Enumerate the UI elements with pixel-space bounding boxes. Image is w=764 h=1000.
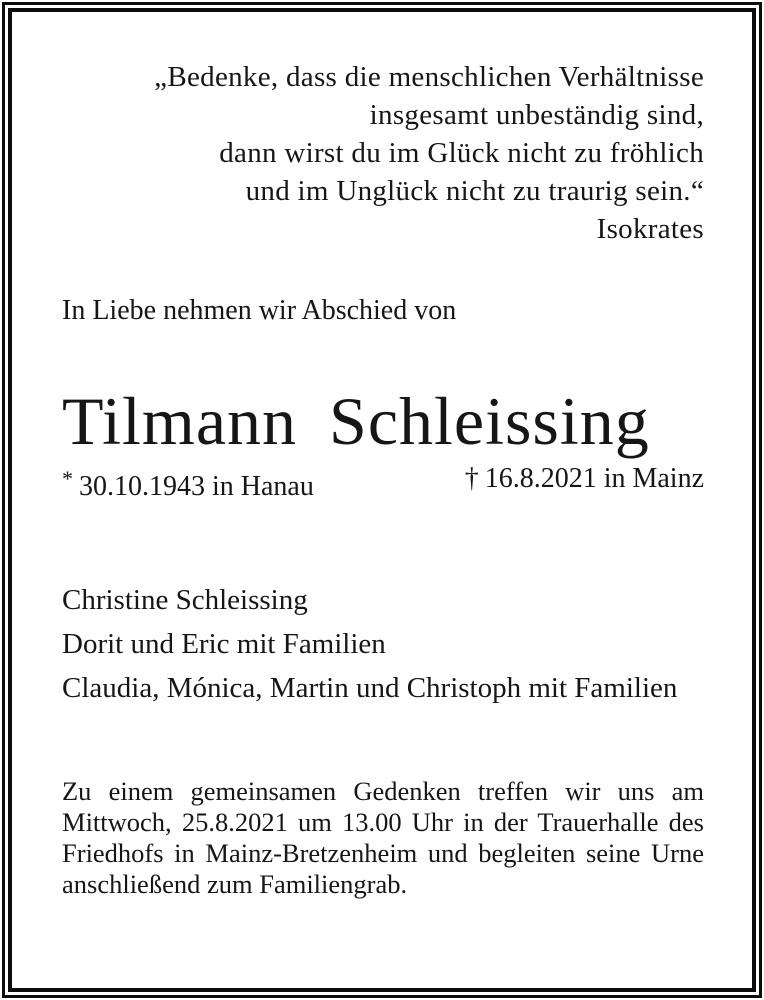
mourner-line: Claudia, Mónica, Martin und Christoph mit Familien xyxy=(62,672,678,704)
birth-date-text: 30.10.1943 in Hanau xyxy=(79,471,314,502)
deceased-name: Tilmann Schleissing xyxy=(62,383,650,459)
quote-line: dann wirst du im Glück nicht zu fröhlich xyxy=(219,137,704,169)
quote-attribution: Isokrates xyxy=(596,213,704,245)
memorial-service-announcement: Zu einem gemeinsamen Gedenken treffen wir uns am Mittwoch, 25.8.2021 um 13.00 Uhr in der Trauerhalle des Friedhofs in Mainz-Bretzenheim und begleiten seine Urne anschließend zum Familiengrab. xyxy=(62,776,704,899)
life-dates xyxy=(62,462,704,504)
quote-line: insgesamt unbeständig sind, xyxy=(369,99,704,131)
mourners-list xyxy=(62,578,704,710)
outer-border-frame xyxy=(2,2,762,998)
mourner-line: Christine Schleissing xyxy=(62,584,308,616)
memorial-quote xyxy=(62,58,704,248)
death-date xyxy=(465,462,704,504)
death-date-text: 16.8.2021 in Mainz xyxy=(484,463,704,494)
mourner-line: Dorit und Eric mit Familien xyxy=(62,628,386,660)
quote-line: „Bedenke, dass die menschlichen Verhältnisse xyxy=(154,61,704,93)
farewell-intro: In Liebe nehmen wir Abschied von xyxy=(62,295,457,326)
inner-border-frame xyxy=(8,8,756,992)
birth-star-symbol: * xyxy=(62,466,73,491)
birth-date xyxy=(62,462,314,504)
death-cross-symbol: † xyxy=(464,463,479,494)
quote-line: und im Unglück nicht zu traurig sein.“ xyxy=(245,175,704,207)
